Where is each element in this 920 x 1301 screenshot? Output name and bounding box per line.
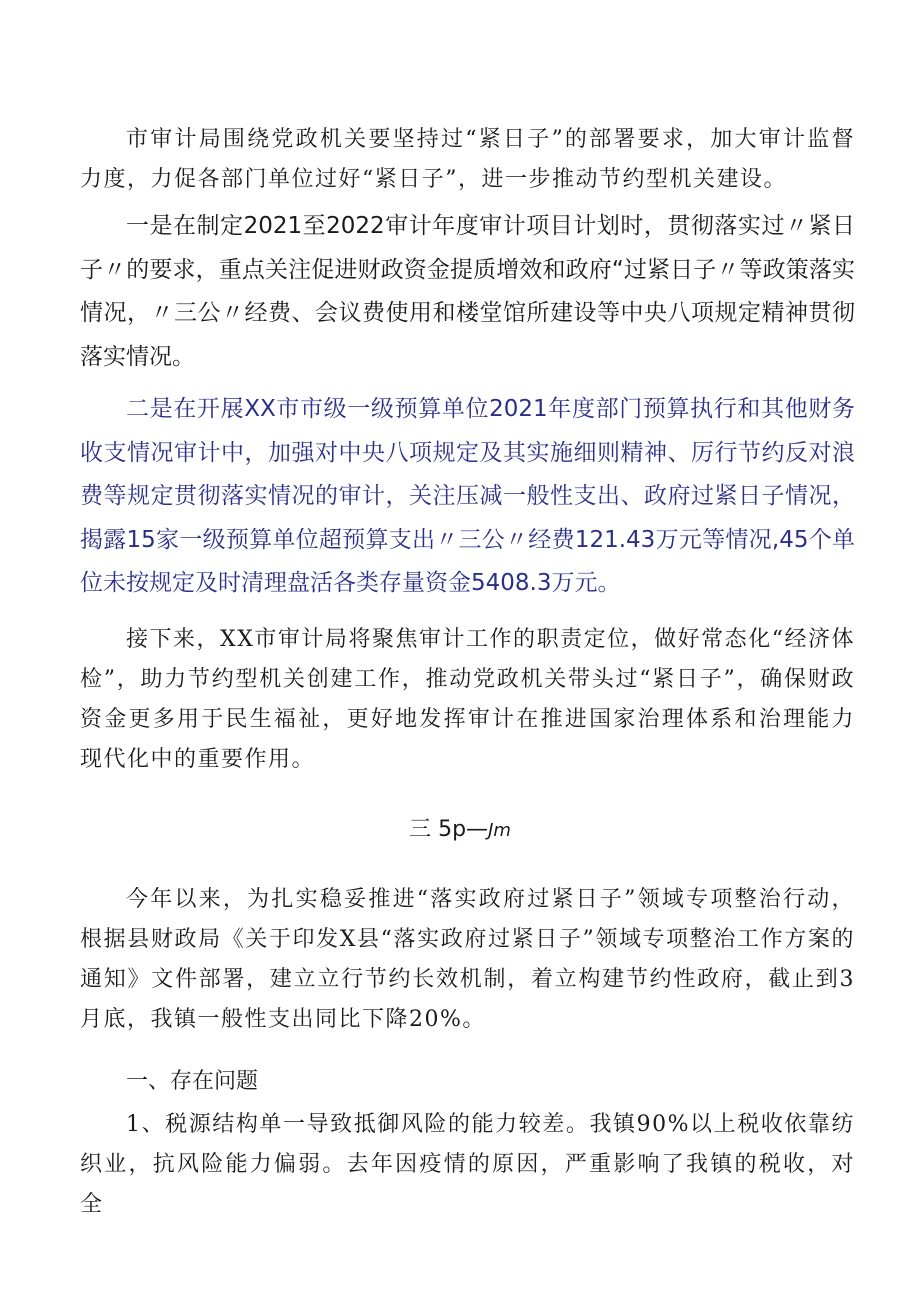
subheading-italic: Jm [488,820,511,841]
paragraph-next-steps: 接下来，XX市审计局将聚焦审计工作的职责定位，做好常态化“经济体检”，助力节约型机关创建工作，推动党政机关带头过“紧日子”，确保财政资金更多用于民生福祉，更好地发挥审计在推进国家治理体系和治理能力现代化中的重要作用。 [80,627,855,772]
paragraph-intro: 市审计局围绕党政机关要坚持过“紧日子”的部署要求，加大审计监督力度，力促各部门单位过好“紧日子”，进一步推动节约型机关建设。 [80,127,855,192]
paragraph-problem-one: 1、税源结构单一导致抵御风险的能力较差。我镇90%以上税收依靠纺织业，抗风险能力偏弱。去年因疫情的原因，严重影响了我镇的税收，对全 [80,1112,855,1217]
paragraph-this-year: 今年以来，为扎实稳妥推进“落实政府过紧日子”领域专项整治行动，根据县财政局《关于印发X县“落实政府过紧日子”领域专项整治工作方案的通知》文件部署，建立立行节约长效机制，着立构建节约性政府，截止到3月底，我镇一般性支出同比下降20%。 [80,887,855,1032]
subheading-main: 三 5p— [409,817,489,842]
paragraph-point-one: 一是在制定2021至2022审计年度审计项目计划时，贯彻落实过〃紧日子〃的要求，重点关注促进财政资金提质增效和政府“过紧日子〃等政策落实情况，〃三公〃经费、会议费使用和楼堂馆所建设等中央八项规定精神贯彻落实情况。 [80,213,855,370]
section-title-problems: 一、存在问题 [126,1069,259,1094]
paragraph-point-two: 二是在开展XX市市级一级预算单位2021年度部门预算执行和其他财务收支情况审计中，加强对中央八项规定及其实施细则精神、厉行节约反对浪费等规定贯彻落实情况的审计，关注压减一般性支出、政府过紧日子情况，揭露15家一级预算单位超预算支出〃三公〃经费121.43万元等情况,45个单位未按规定及时清理盘活各类存量资金5408.3万元。 [80,396,855,596]
section-subheading [0,812,920,843]
